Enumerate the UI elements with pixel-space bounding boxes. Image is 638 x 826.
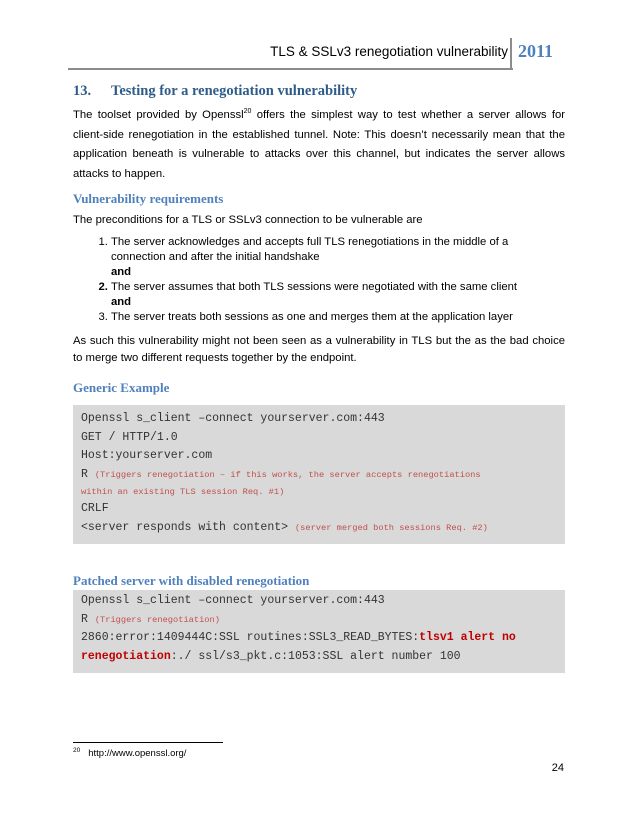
footnote <box>73 747 186 759</box>
code-output: :./ ssl/s3_pkt.c:1053:SSL alert number 100 <box>170 649 461 663</box>
code-line: Openssl s_client –connect yourserver.com:443 <box>81 594 385 607</box>
intro-text-end: offers the simplest way to test whether a server allows for client-side renegotiation in the established tunnel. Note: This doesn’t necessarily mean that the application beneath is vulnerable to attacks over this channel, but indicates the server allows attacks to happen. <box>73 109 565 180</box>
generic-example-code <box>73 405 565 544</box>
and-connector: and <box>111 266 132 278</box>
generic-example-heading: Generic Example <box>73 380 170 395</box>
code-error-highlight: renegotiation <box>81 649 171 663</box>
code-comment: (server merged both sessions Req. #2) <box>294 522 488 533</box>
header-separator <box>510 38 512 68</box>
page-number: 24 <box>551 762 564 774</box>
code-command: R <box>81 612 88 626</box>
code-comment: (Triggers renegotiation) <box>94 614 220 625</box>
intro-paragraph <box>73 106 565 184</box>
page-content <box>73 82 565 673</box>
section-title: Testing for a renegotiation vulnerability <box>111 83 358 99</box>
intro-text-start: The toolset provided by Openssl <box>73 109 244 121</box>
code-line <box>81 611 557 630</box>
requirements-heading: Vulnerability requirements <box>73 191 224 206</box>
patched-server-code <box>73 590 565 673</box>
requirement-item <box>111 310 565 325</box>
section-number: 13. <box>73 83 92 99</box>
code-line <box>81 648 557 667</box>
requirement-text: The server assumes that both TLS sessions were negotiated with the same client <box>111 281 518 293</box>
section-heading <box>73 82 565 100</box>
code-line: CRLF <box>81 502 109 515</box>
footnote-number: 20 <box>73 747 81 754</box>
code-line <box>81 484 557 500</box>
page-header <box>0 38 638 70</box>
code-command: R <box>81 467 88 481</box>
code-line: GET / HTTP/1.0 <box>81 430 178 444</box>
requirements-list <box>73 235 565 325</box>
footnote-link[interactable]: http://www.openssl.org/ <box>88 748 187 759</box>
code-error-highlight: tlsv1 alert no <box>419 631 516 644</box>
code-comment: (Triggers renegotiation – if this works, the server accepts renegotiations <box>94 469 481 480</box>
header-rule <box>68 68 513 70</box>
code-line <box>81 629 557 648</box>
code-command: <server responds with content> <box>81 520 289 534</box>
requirement-text: The server acknowledges and accepts full TLS renegotiations in the middle of a connection and after the initial handshake <box>111 236 509 263</box>
code-line <box>81 466 557 485</box>
footnote-rule <box>73 742 223 743</box>
code-comment: within an existing TLS session Req. #1) <box>81 487 285 497</box>
conclusion-paragraph: As such this vulnerability might not been seen as a vulnerability in TLS but the as the bad choice to merge two different requests together by the endpoint. <box>73 335 565 364</box>
header-year: 2011 <box>518 41 554 61</box>
patched-server-heading: Patched server with disabled renegotiation <box>73 573 310 588</box>
requirement-item <box>111 280 565 310</box>
footnote-reference[interactable]: 20 <box>243 108 252 115</box>
and-connector: and <box>111 296 132 308</box>
code-line: Host:yourserver.com <box>81 449 213 462</box>
requirement-item <box>111 235 565 280</box>
requirement-text: The server treats both sessions as one and merges them at the application layer <box>111 311 513 323</box>
code-output: 2860:error:1409444C:SSL routines:SSL3_READ_BYTES: <box>81 631 420 644</box>
code-line <box>81 519 557 538</box>
header-title: TLS & SSLv3 renegotiation vulnerability <box>270 44 508 59</box>
requirements-lead: The preconditions for a TLS or SSLv3 connection to be vulnerable are <box>73 214 423 226</box>
code-line: Openssl s_client –connect yourserver.com:443 <box>81 412 385 425</box>
